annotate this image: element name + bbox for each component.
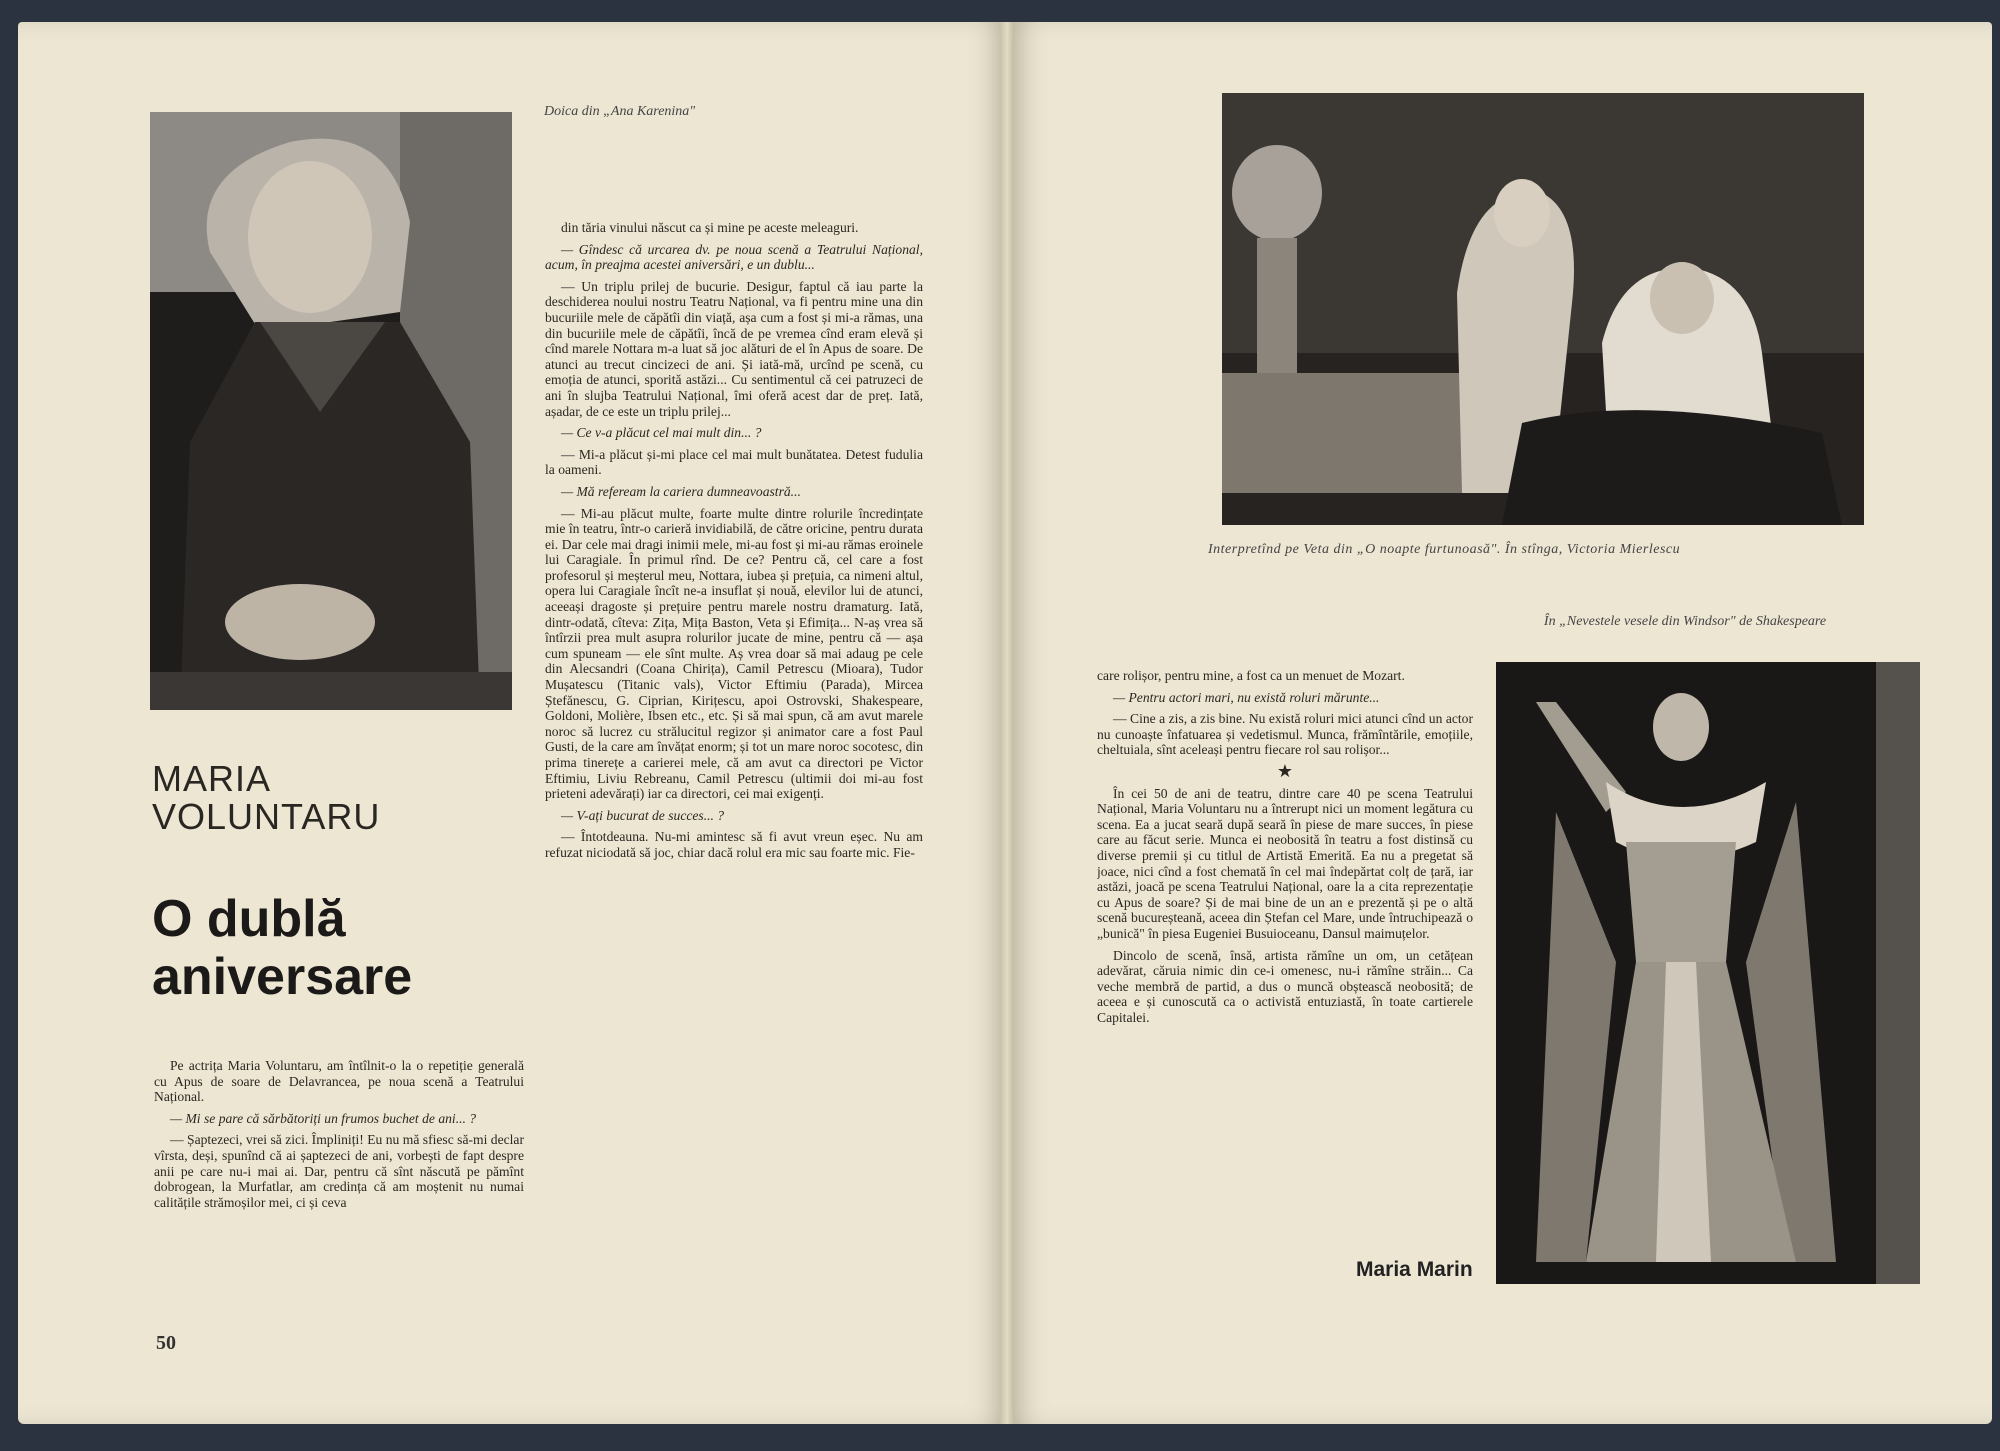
actress-name [152, 760, 380, 836]
paragraph: — Gîndesc că urcarea dv. pe noua scenă a Teatrului Național, acum, în preajma acestei aniversări, e un dublu... [545, 241, 923, 273]
paragraph: — Ce v-a plăcut cel mai mult din... ? [561, 425, 762, 441]
paragraph: — Întotdeauna. Nu-mi amintesc să fi avut vreun eșec. Nu am refuzat niciodată să joc, chiar dacă rolul era mic sau foarte mic. Fie- [545, 829, 923, 860]
paragraph: — V-ați bucurat de succes... ? [561, 807, 725, 823]
paragraph: — Mă refeream la cariera dumneavoastră... [561, 483, 801, 499]
name-line-2: VOLUNTARU [152, 796, 381, 837]
page-number: 50 [156, 1332, 176, 1354]
portrait-caption: Doica din „Ana Karenina" [544, 104, 696, 119]
article-author: Maria Marin [1356, 1258, 1473, 1281]
stage-photo-windsor [1496, 662, 1920, 1284]
stage-photo-veta-caption: Interpretînd pe Veta din „O noapte furtunoasă". În stînga, Victoria Mierlescu [1208, 542, 1681, 557]
left-column-2 [545, 220, 923, 1300]
left-column-1 [154, 1058, 524, 1323]
paragraph: — Mi se pare că sărbătoriți un frumos buchet de ani... ? [170, 1110, 477, 1126]
paragraph: — Cine a zis, a zis bine. Nu există roluri mici atunci cînd un actor nu cunoaște înfatuarea și vedetismul. Munca, frămîntările, emoțiile, cheltuiala, sînt aceleași pentru fiecare rol sau rolișor... [1097, 711, 1473, 758]
paragraph: Dincolo de scenă, însă, artista rămîne un om, un cetățean adevărat, căruia nimic din ce-i omenesc, nu-i rămîne străin... Ca veche membră de partid, a dus o muncă obștească neobosită; de aceea e și cunoscută ca o activistă entuziastă, în toate cartierele Capitalei. [1097, 947, 1473, 1025]
paragraph: — Pentru actori mari, nu există roluri mărunte... [1113, 689, 1380, 705]
paragraph: — Mi-au plăcut multe, foarte multe dintre rolurile încredințate mie în teatru, într-o carieră invidiabilă, de către oricine, pentru durata ei. Dar cele mai dragi inimii mele, mi-au fost și mi-au rămas eroinele lui Caragiale. În primul rînd. De ce? Pentru că, cel care a fost profesorul și meșterul meu, Nottara, iubea și prețuia, ca nimeni altul, opera lui Caragiale încît ne-a insuflat și nouă, elevilor lui de atunci, aceeași dragoste și prețuire pentru marele nostru dramaturg. Iată, dintr-odată, cîteva: Zița, Mița Baston, Veta și Efimița... N-aș vrea să întîrzii prea mult asupra rolurilor jucate de mine, pentru că — așa cum spuneam — ele sînt multe. Aș vrea doar să mai adaug pe cele din Alecsandri (Coana Chirița), Camil Petrescu (Mioara), Tudor Mușatescu (Titanic vals), Victor Eftimiu (Parada), Mircea Ștefănescu, G. Ciprian, Kirițescu, apoi Ostrovski, Shakespeare, Goldoni, Molière, Ibsen etc., etc. Și să mai spun, că am avut marele noroc să lucrez cu strălucitul regizor și animator care a fost Paul Gusti, de la care am învățat enorm; și tot un mare noroc socotesc, din prima tinerețe a carierei mele, că am avut ca directori pe Victor Eftimiu, Liviu Rebreanu, Camil Petrescu (ultimii doi mi-au fost prieteni adevărați) iar ca directori, cei mai exigenți. [545, 505, 923, 802]
name-line-1: MARIA [152, 758, 272, 799]
paragraph: În cei 50 de ani de teatru, dintre care 40 pe scena Teatrului Național, Maria Voluntaru nu a întrerupt nici un moment legătura cu scena. Ea a jucat seară după seară în piese de mare succes, în piese care au făcut serie. Munca ei neobosită în teatru a fost distinsă cu diverse premii și cu titlul de Artistă Emerită. Ea nu a pregetat să joace, nici cînd a fost chemată în cel mai îndepărtat colț de țară, iar astăzi, joacă pe scena Teatrului Național, oare la a cita reprezentație cu Apus de soare? Și de mai bine de un an e prezentă și pe o altă scenă bucureșteană, aceea din Ștefan cel Mare, unde întruchipează o „bunică" în piesa Eugeniei Busuioceanu, Dansul maimuțelor. [1097, 785, 1473, 941]
paragraph: din tăria vinului născut ca și mine pe aceste meleaguri. [561, 220, 859, 235]
paragraph: — Mi-a plăcut și-mi place cel mai mult bunătatea. Detest fudulia la oameni. [545, 446, 923, 478]
windsor-photo-caption: În „Nevestele vesele din Windsor" de Shakespeare [1543, 614, 1827, 629]
headline-line-1: O dublă [152, 890, 346, 948]
paragraph: Pe actrița Maria Voluntaru, am întîlnit-o la o repetiție generală cu Apus de soare de Delavrancea, pe noua scenă a Teatrului Național. [154, 1058, 524, 1105]
paragraph: — Un triplu prilej de bucurie. Desigur, faptul că iau parte la deschiderea noului nostru Teatru Național, va fi pentru mine una din bucuriile mele de căpătîi din viață, așa cum a fost și mi-a rămas, una din bucuriile mele de căpătîi, încă de pe vremea cînd eram elevă și cînd marele Nottara m-a luat să joc alături de el în Apus de soare. De atunci au trecut cincizeci de ani. Și iată-mă, urcînd pe scenă, cu emoția de atunci, sporită astăzi... Cu sentimentul că cei patruzeci de ani în slujba Teatrului Național, îmi oferă acest dar de preț. Iată, așadar, de ce este un triplu prilej... [545, 278, 923, 419]
article-headline [152, 890, 412, 1006]
star-separator-icon: ★ [1276, 760, 1294, 781]
right-column [1097, 668, 1473, 1253]
headline-line-2: aniversare [152, 948, 413, 1006]
paragraph: care rolișor, pentru mine, a fost ca un menuet de Mozart. [1097, 668, 1405, 683]
book-gutter [1000, 22, 1014, 1424]
stage-photo-veta [1222, 93, 1864, 525]
portrait-photo [150, 112, 512, 710]
paragraph: — Șaptezeci, vrei să zici. Împliniți! Eu nu mă sfiesc să-mi declar vîrsta, deși, spunînd că ai șaptezeci de ani, vorbești de fapt despre anii pe care nu-i mai ai. Dar, pentru că sînt născută pe pămînt dobrogean, la Murfatlar, am credința că am moștenit nu numai calitățile strămoșilor mei, ci și ceva [154, 1132, 524, 1210]
